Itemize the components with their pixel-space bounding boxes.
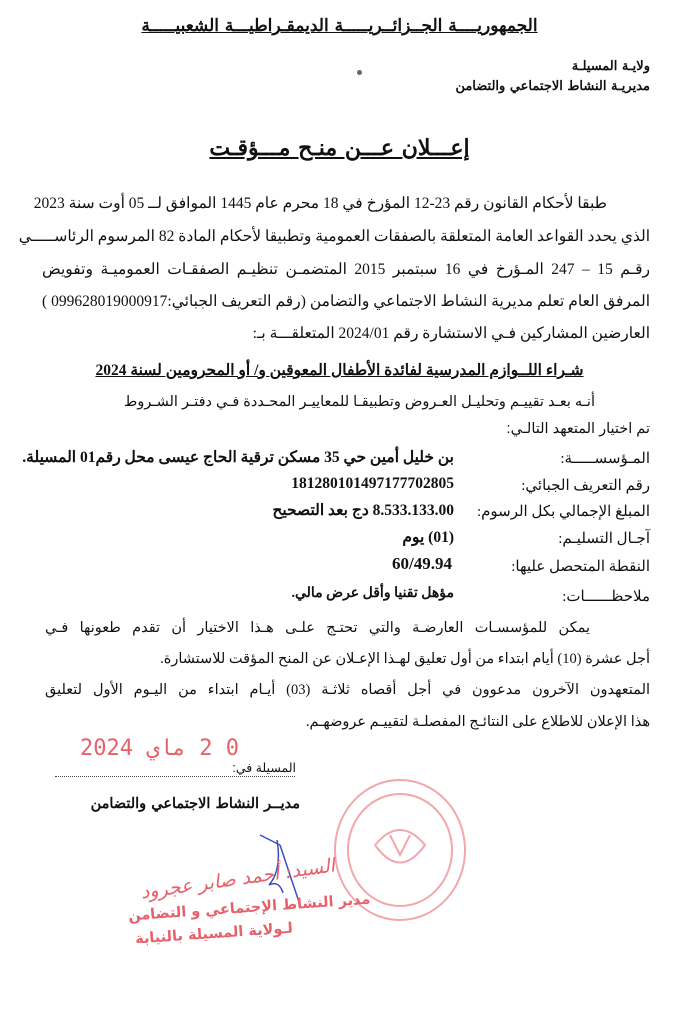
signature-title: مدير النشاط الإجتماعي و التضامن — [127, 891, 371, 925]
selected-line: تم اختيار المتعهد التالـي: — [506, 421, 650, 437]
directorate-name: مديريـة النشاط الاجتماعي والتضامن — [455, 79, 650, 94]
evaluation-line: أنـه بعـد تقييـم وتحليـل العـروض وتطبيقـا للمعاييـر المحـددة فـي دفتـر الشـروط — [123, 394, 595, 410]
intro-line: طبقا لأحكام القانون رقم 23-12 المؤرخ في 18 محرم عام 1445 الموافق لــ 05 أوت سنة 2023 — [33, 195, 607, 212]
date-stamp: 0 2 ماي 2024 — [80, 736, 239, 761]
consultation-subject: شـراء اللــوازم المدرسية لفائدة الأطفال المعوقين و/ أو المحرومين لسنة 2024 — [95, 362, 584, 379]
detail-label: ملاحظــــــات: — [562, 589, 650, 605]
appeal-line: المتعهدون الآخرون مدعوون في أجل أقصاه ثلاثـة (03) أيـام ابتداء من اليـوم الأول لتعليق — [45, 682, 651, 698]
signature-name: السيد: أحمد صابر عجرود — [139, 854, 337, 904]
intro-line: الذي يحدد القواعد العامة المتعلقة بالصفقات العمومية وتطبيقا لأحكام المادة 82 المرسوم الرئاســـــي — [18, 228, 650, 245]
document-title: إعـــلان عـــن منـح مـــؤقـت — [209, 135, 470, 161]
appeal-line: يمكن للمؤسسـات العارضـة والتي تحتـج علـى هـذا الاختيار أن تقدم طعونها فـي — [45, 620, 590, 636]
signature-wilaya: لـولاية المسيلة بالنيابة — [134, 920, 294, 948]
detail-label: النقطة المتحصل عليها: — [511, 559, 650, 575]
detail-value: 181280101497177702805 — [291, 475, 454, 492]
detail-value: بن خليل أمين حي 35 مسكن ترقية الحاج عيسى محل رقم01 المسيلة. — [22, 449, 454, 466]
scan-dot — [357, 70, 362, 75]
detail-value: مؤهل تقنيا وأقل عرض مالي. — [291, 586, 454, 601]
detail-value: (01) يوم — [402, 529, 454, 546]
detail-value: 8.533.133.00 دج بعد التصحيح — [272, 502, 454, 519]
detail-label: المبلغ الإجمالي بكل الرسوم: — [476, 504, 650, 520]
intro-line: المرفق العام تعلم مديرية النشاط الاجتماعي والتضامن (رقم التعريف الجبائي:099628019000917 ) — [42, 293, 650, 310]
date-dotted-line — [55, 776, 295, 777]
detail-label: المـؤسســـــة: — [560, 451, 650, 467]
place-label: المسيلة في: — [232, 761, 296, 775]
republic-header: الجمهوريــــة الجــزائــريـــــة الديمقـراطيـــة الشعبيـــــة — [141, 16, 538, 36]
wilaya-name: ولايـة المسيلـة — [571, 59, 650, 74]
appeal-line: هذا الإعلان للاطلاع على النتائـج المفصلـة لتقييـم عروضهـم. — [305, 714, 650, 730]
intro-line: العارضين المشاركين فـي الاستشارة رقم 2024/01 المتعلقـــة بـ: — [252, 325, 650, 342]
appeal-line: أجل عشرة (10) أيام ابتداء من أول تعليق لهـذا الإعـلان عن المنح المؤقت للاستشارة. — [160, 651, 650, 667]
signatory-title: مديــر النشاط الاجتماعي والتضامن — [90, 795, 300, 812]
detail-label: رقم التعريف الجبائي: — [521, 478, 650, 494]
detail-label: آجـال التسليـم: — [558, 531, 650, 547]
intro-line: رقـم 15 – 247 المـؤرخ في 16 سبتمبر 2015 المتضمـن تنظيـم الصفقـات العموميـة وتفويض — [42, 261, 651, 278]
detail-value: 60/49.94 — [392, 554, 452, 573]
